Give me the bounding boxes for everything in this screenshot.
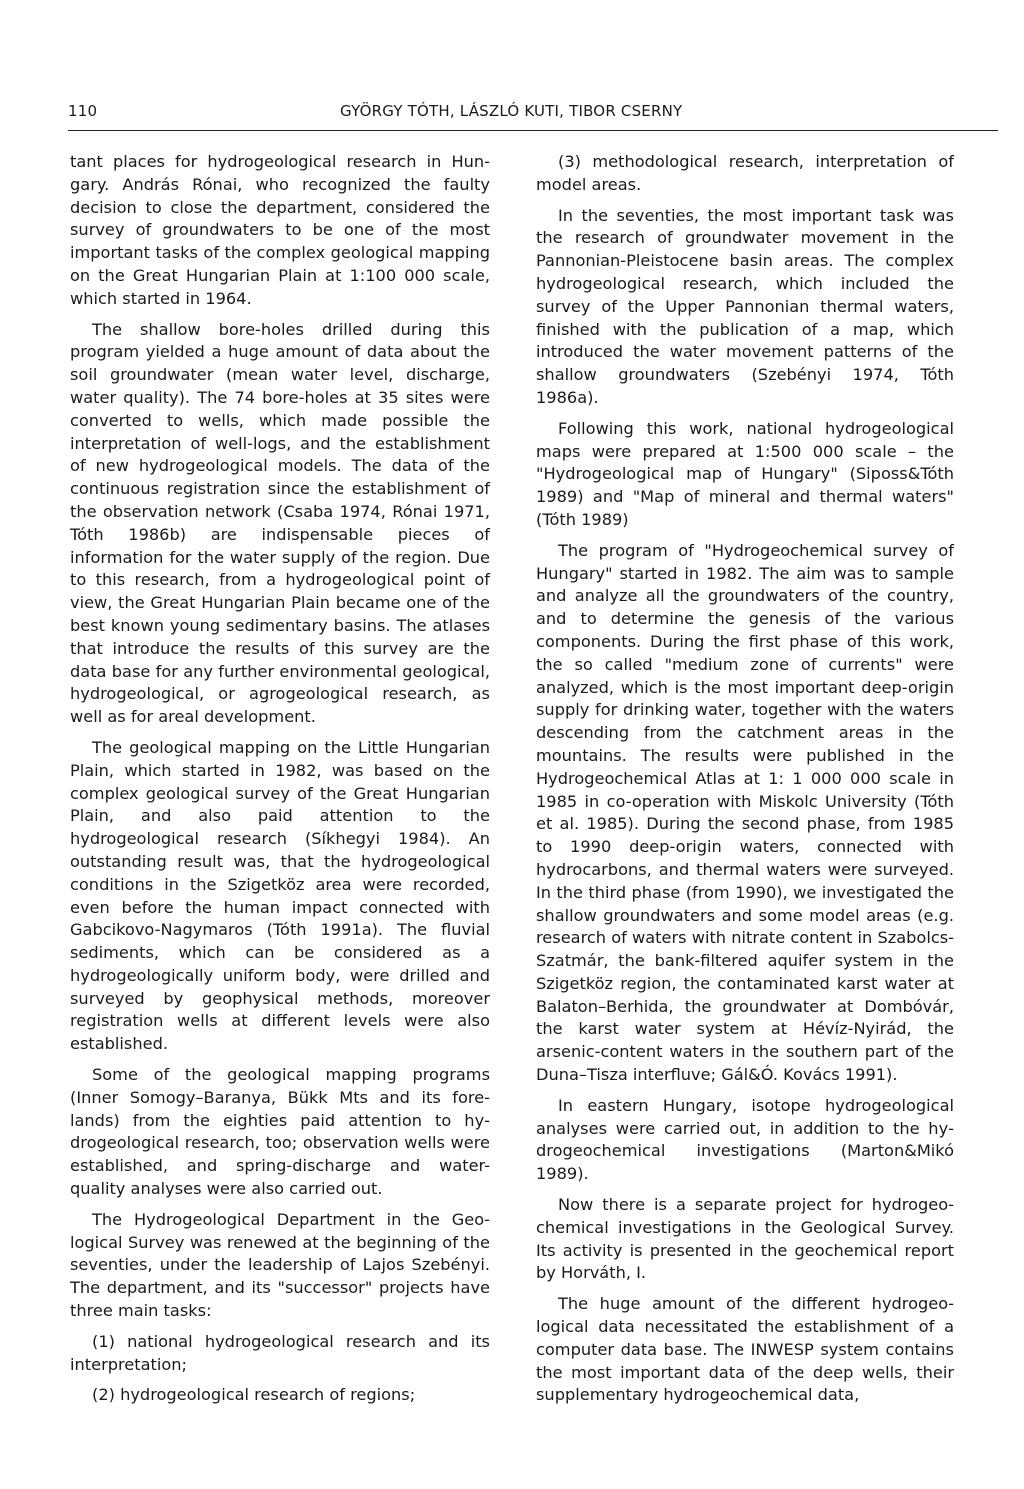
list-item: (1) national hydrogeological research and its interpretation;: [70, 1331, 490, 1374]
paragraph: The huge amount of the different hydrogeological data necessitated the establishment of a computer data base. The INWESP system contains the most important data of the deep wells, their supplementary hydrogeochemical data,: [536, 1294, 954, 1405]
paragraph: In the seventies, the most important task was the research of groundwater movement in the Pannonian-Pleistocene basin areas. The complex hydrogeological research, which included the survey of the Upper Pannonian thermal waters, finished with the publication of a map, which introduced the water movement patterns of the shallow groundwaters (Szebényi 1974, Tóth 1986a).: [536, 205, 954, 407]
paragraph: Some of the geological mapping programs (Inner Somogy–Baranya, Bükk Mts and its forelands) from the eighties paid attention to hydrogeological research, too; observation wells were established, and spring-discharge and water-quality analyses were also carried out.: [70, 1065, 490, 1199]
paragraph: The program of "Hydrogeochemical survey of Hungary" started in 1982. The aim was to sample and analyze all the groundwaters of the country, and to determine the genesis of the various components. During the first phase of this work, the so called "medium zone of currents" were analyzed, which is the most important deep-origin supply for drinking water, together with the waters descending from the catchment areas in the mountains. The results were published in the Hydrogeochemical Atlas at 1: 1 000 000 scale in 1985 in co-operation with Miskolc University (Tóth et al. 1985). During the second phase, from 1985 to 1990 deep-origin waters, connected with hydrocarbons, and thermal waters were surveyed. In the third phase (from 1990), we investigated the shallow groundwaters and some model areas (e.g. research of waters with nitrate content in Szabolcs-Szatmár, the bank-filtered aquifer system in the Szigetköz region, the contaminated karst water at Balaton–Berhida, the groundwater at Dombóvár, the karst water system at Hévíz-Nyirád, the arsenic-content waters in the southern part of the Duna–Tisza interfluve; Gál&Ó. Kovács 1991).: [536, 540, 954, 1085]
paragraph: Following this work, national hydrogeological maps were prepared at 1:500 000 scale – the "Hydrogeological map of Hungary" (Siposs&Tóth 1989) and "Map of mineral and thermal waters" (Tóth 1989): [536, 418, 954, 529]
paragraph: The shallow bore-holes drilled during this program yielded a huge amount of data about the soil groundwater (mean water level, discharge, water quality). The 74 bore-holes at 35 sites were converted to wells, which made possible the interpretation of well-logs, and the establishment of new hydrogeological models. The data of the continuous registration since the establishment of the observation network (Csaba 1974, Rónai 1971, Tóth 1986b) are indispensable pieces of information for the water supply of the region. Due to this research, from a hydrogeological point of view, the Great Hungarian Plain became one of the best known young sedimentary basins. The atlases that introduce the results of this survey are the data base for any further environmental geological, hydrogeological, or agrogeological research, as well as for areal development.: [70, 319, 490, 727]
list-item: (2) hydrogeological research of regions;: [92, 1385, 416, 1405]
paragraph: tant places for hydrogeological research in Hungary. András Rónai, who recognized the faulty decision to close the department, considered the survey of groundwaters to be one of the most important tasks of the complex geological mapping on the Great Hungarian Plain at 1:100 000 scale, which started in 1964.: [70, 152, 490, 308]
paragraph: The Hydrogeological Department in the Geological Survey was renewed at the beginning of the seventies, under the leadership of Lajos Szebényi. The department, and its "successor" projects have three main tasks:: [70, 1209, 490, 1321]
page-number: 110: [68, 102, 98, 120]
left-column: [70, 151, 490, 1415]
paragraph: In eastern Hungary, isotope hydrogeological analyses were carried out, in addition to the hydrogeochemical investigations (Marton&Mikó 1989).: [536, 1095, 954, 1184]
header-divider: [68, 130, 998, 131]
page-header: [68, 102, 998, 128]
running-head-authors: GYÖRGY TÓTH, LÁSZLÓ KUTI, TIBOR CSERNY: [340, 102, 683, 120]
paragraph: The geological mapping on the Little Hungarian Plain, which started in 1982, was based on the complex geological survey of the Great Hungarian Plain, and also paid attention to the hydrogeological research (Síkhegyi 1984). An outstanding result was, that the hydrogeological conditions in the Szigetköz area were recorded, even before the human impact connected with Gabcikovo-Nagymaros (Tóth 1991a). The fluvial sediments, which can be considered as a hydrogeologically uniform body, were drilled and surveyed by geophysical methods, moreover registration wells at different levels were also established.: [70, 737, 490, 1054]
right-column: [536, 151, 954, 1415]
paragraph: Now there is a separate project for hydrogeochemical investigations in the Geological Survey. Its activity is presented in the geochemical report by Horváth, I.: [536, 1195, 954, 1283]
list-item: (3) methodological research, interpretation of model areas.: [536, 152, 954, 194]
